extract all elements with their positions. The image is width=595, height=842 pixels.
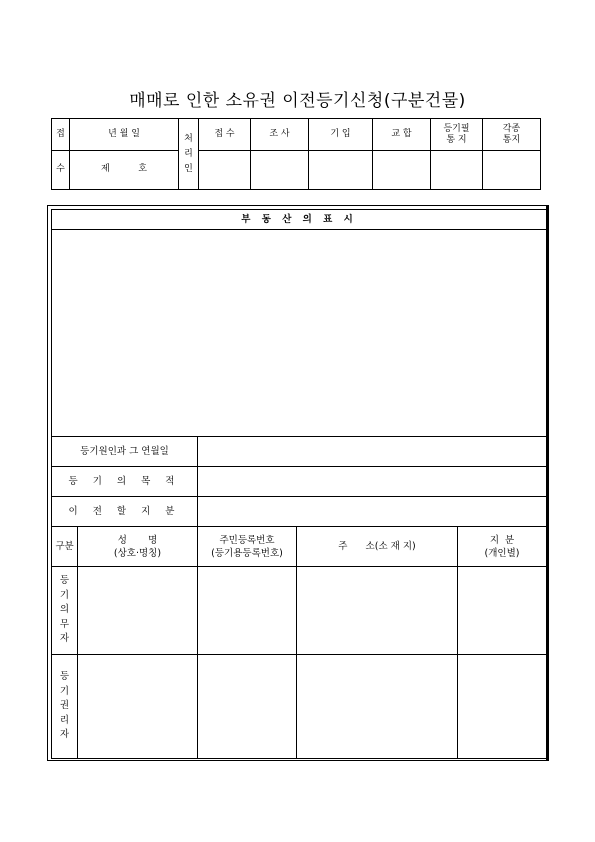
obligor-share-cell[interactable] [458, 567, 547, 655]
column-entry: 기 입 [309, 119, 373, 151]
right-holder-label: 등 기 권 리 자 [52, 655, 78, 759]
column-reception: 접 수 [199, 119, 251, 151]
application-form-table [51, 209, 547, 759]
completion-notice-cell[interactable] [431, 151, 483, 190]
address-header: 주 소(소 재 지) [297, 527, 458, 567]
entry-cell[interactable] [309, 151, 373, 190]
obligor-address-cell[interactable] [297, 567, 458, 655]
column-completion-notice: 등기필 통 지 [431, 119, 483, 151]
right-holder-name-cell[interactable] [78, 655, 198, 759]
share-input[interactable] [198, 497, 547, 527]
obligor-name-cell[interactable] [78, 567, 198, 655]
property-header: 부 동 산 의 표 시 [52, 210, 547, 230]
processor-label: 처 리 인 [179, 119, 199, 190]
right-holder-share-cell[interactable] [458, 655, 547, 759]
reception-side-label-top: 접 [52, 119, 70, 151]
column-investigation: 조 사 [251, 119, 309, 151]
reception-side-label-bottom: 수 [52, 151, 70, 190]
share-label: 이 전 할 지 분 [52, 497, 198, 527]
cause-label: 등기원인과 그 연월일 [52, 437, 198, 467]
property-description-area[interactable] [52, 230, 547, 437]
party-share-header: 지 분 (개인별) [458, 527, 547, 567]
reception-cell[interactable] [199, 151, 251, 190]
verification-cell[interactable] [373, 151, 431, 190]
category-header: 구분 [52, 527, 78, 567]
purpose-label: 등 기 의 목 적 [52, 467, 198, 497]
application-form-frame [47, 205, 549, 761]
reception-number-label: 제 호 [70, 151, 179, 190]
reception-table [51, 118, 541, 190]
purpose-input[interactable] [198, 467, 547, 497]
right-holder-id-cell[interactable] [198, 655, 297, 759]
right-holder-address-cell[interactable] [297, 655, 458, 759]
various-notices-cell[interactable] [483, 151, 541, 190]
obligor-label: 등 기 의 무 자 [52, 567, 78, 655]
id-number-header: 주민등록번호 (등기용등록번호) [198, 527, 297, 567]
name-header: 성 명 (상호·명칭) [78, 527, 198, 567]
cause-input[interactable] [198, 437, 547, 467]
obligor-id-cell[interactable] [198, 567, 297, 655]
reception-date-label: 년 월 일 [70, 119, 179, 151]
column-verification: 교 합 [373, 119, 431, 151]
column-various-notices: 각종 통지 [483, 119, 541, 151]
page-title: 매매로 인한 소유권 이전등기신청(구분건물) [129, 91, 466, 111]
investigation-cell[interactable] [251, 151, 309, 190]
